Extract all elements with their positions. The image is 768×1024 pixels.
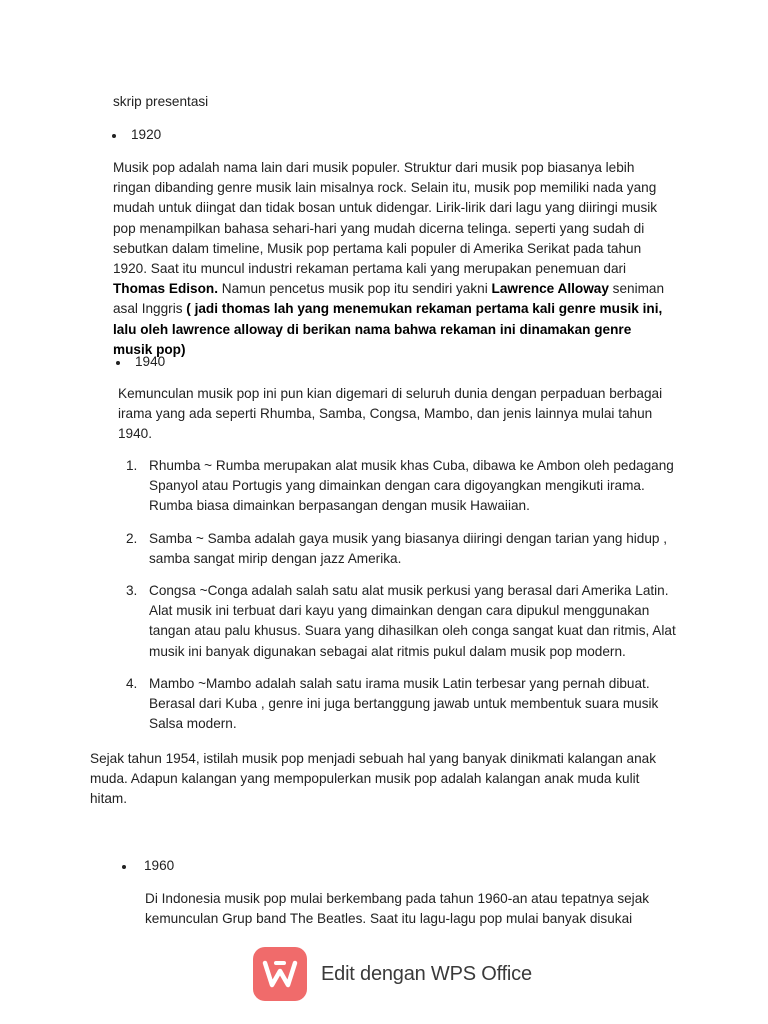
wps-edit-banner[interactable] xyxy=(253,945,532,1003)
list-item xyxy=(126,456,686,517)
bullet-1960 xyxy=(122,856,174,876)
bullet-label: 1920 xyxy=(131,127,162,142)
bullet-1920 xyxy=(112,125,161,145)
list-number: 4. xyxy=(126,675,138,691)
paragraph-1954: Sejak tahun 1954, istilah musik pop menjadi sebuah hal yang banyak dinikmati kalangan anak muda. Adapun kalangan yang mempopulerkan musik pop adalah kalangan anak muda kulit hitam. xyxy=(90,751,657,807)
list-number: 1. xyxy=(126,458,138,473)
edit-with-wps-label[interactable]: Edit dengan WPS Office xyxy=(321,962,532,985)
list-item-text: Rhumba ~ Rumba merupakan alat musik khas Cuba, dibawa ke Ambon oleh pedagang Spanyol atau Portugis yang dimainkan dengan cara digoyangkan mengikuti irama. Rumba biasa dimainkan berpasangan dengan musik Hawaiian. xyxy=(149,458,674,514)
list-item-text: Samba ~ Samba adalah gaya musik yang biasanya diiringi dengan tarian yang hidup , samba sangat mirip dengan jazz Amerika. xyxy=(149,530,668,566)
paragraph-text: Namun pencetus musik pop itu sendiri yakni xyxy=(218,281,492,297)
paragraph-1940-intro: Kemunculan musik pop ini pun kian digemari di seluruh dunia dengan perpaduan berbagai irama yang ada seperti Rhumba, Samba, Congsa, Mambo, dan jenis lainnya mulai tahun 1940. xyxy=(118,386,663,442)
bullet-label: 1960 xyxy=(144,858,175,873)
wps-office-logo-icon[interactable] xyxy=(253,947,307,1001)
list-item xyxy=(126,674,686,735)
edison-name: Thomas Edison. xyxy=(113,281,218,297)
bullet-1940 xyxy=(116,352,165,372)
alloway-name: Lawrence Alloway xyxy=(491,281,609,297)
list-number: 2. xyxy=(126,530,138,546)
bullet-label: 1940 xyxy=(135,354,166,369)
list-item xyxy=(126,581,686,662)
list-item-text: Congsa ~Conga adalah salah satu alat musik perkusi yang berasal dari Amerika Latin. Alat musik ini terbuat dari kayu yang dimainkan dengan cara dipukul menggunakan tangan atau palu khusus. Suara yang dihasilkan oleh conga sangat kuat dan ritmis, Alat musik ini banyak digunakan sebagai alat ritmis pukul dalam musik pop modern. xyxy=(149,583,676,659)
rhythm-list xyxy=(126,456,686,746)
paragraph-1960: Di Indonesia musik pop mulai berkembang pada tahun 1960-an atau tepatnya sejak kemunculan Grup band The Beatles. Saat itu lagu-lagu pop mulai banyak disukai xyxy=(145,891,650,927)
paragraph-text: Musik pop adalah nama lain dari musik populer. Struktur dari musik pop biasanya lebih ringan dibanding genre musik lain misalnya rock. Selain itu, musik pop memiliki nada yang mudah untuk diingat dan tidak bosan untuk didengar. Lirik-lirik dari lagu yang diiringi musik pop menampilkan bahasa sehari-hari yang mudah dicerna telinga. seperti yang sudah di sebutkan dalam timeline, Musik pop pertama kali populer di Amerika Serikat pada tahun 1920. Saat itu muncul industri rekaman pertama kali yang merupakan penemuan dari xyxy=(113,160,658,277)
paragraph-1920 xyxy=(113,158,673,360)
bullet-dot-icon xyxy=(122,865,126,869)
paragraph-text: seniman asal Inggris xyxy=(113,281,665,317)
wps-w-icon xyxy=(262,959,298,989)
list-item xyxy=(126,529,686,569)
note-text: ( jadi thomas lah yang menemukan rekaman pertama kali genre musik ini, lalu oleh lawrence alloway di berikan nama bahwa rekaman ini dinamakan genre musik pop) xyxy=(113,301,663,357)
bullet-dot-icon xyxy=(112,134,116,138)
list-number: 3. xyxy=(126,583,138,599)
bullet-dot-icon xyxy=(116,361,120,365)
document-title: skrip presentasi xyxy=(113,94,209,109)
list-item-text: Mambo ~Mambo adalah salah satu irama musik Latin terbesar yang pernah dibuat. Berasal dari Kuba , genre ini juga bertanggung jawab untuk membentuk suara musik Salsa modern. xyxy=(149,675,659,732)
